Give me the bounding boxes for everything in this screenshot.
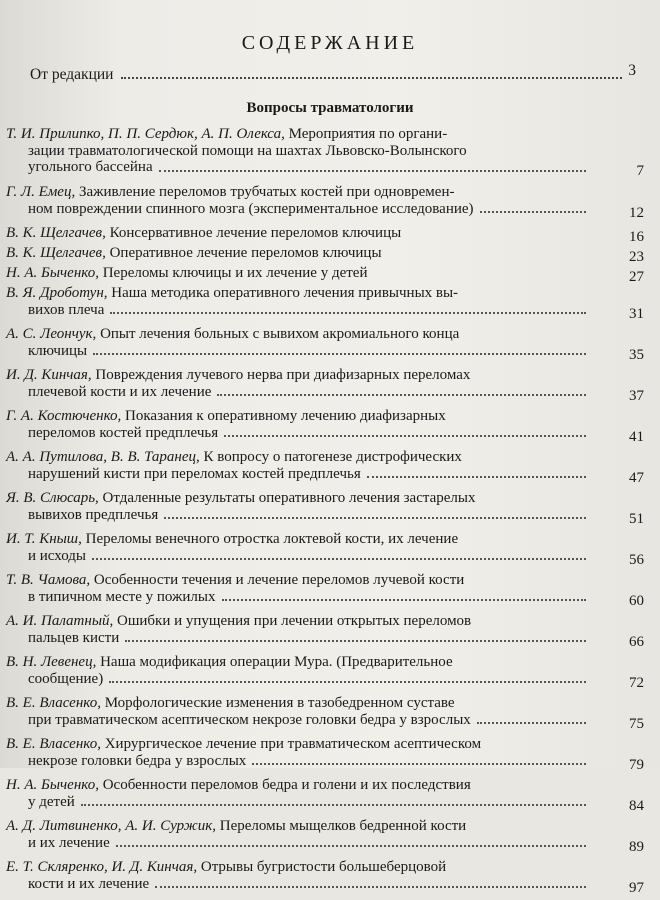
toc-entry-title-line1: Отдаленные результаты оперативного лечения застарелых <box>98 490 476 506</box>
toc-entry-author: В. К. Щелгачев, <box>6 245 106 261</box>
toc-entry-page: 60 <box>629 592 644 609</box>
toc-entry-page: 84 <box>629 797 644 814</box>
toc-entry-text <box>6 367 590 400</box>
dot-leader <box>93 343 586 356</box>
toc-entry-title-line2: и исходы <box>28 547 86 564</box>
dot-leader <box>222 589 587 602</box>
toc-entry-title-line1: Отрывы бугристости большеберцовой <box>197 859 447 875</box>
toc-entry-title-line1: Наша модификация операции Мура. (Предварительное <box>96 654 453 670</box>
toc-entry <box>0 367 660 408</box>
toc-entry-title-line2: при травматическом асептическом некрозе головки бедра у взрослых <box>28 711 471 728</box>
toc-entry-page: 12 <box>629 204 644 221</box>
toc-intro-page: 3 <box>628 62 636 79</box>
toc-entry-author: В. Е. Власенко, <box>6 695 101 711</box>
toc-entry-text <box>6 531 590 564</box>
toc-entry-title-line1: Мероприятия по органи- <box>284 126 448 142</box>
dot-leader <box>252 753 586 766</box>
dot-leader <box>116 835 586 848</box>
toc-entry-author: Г. А. Костюченко, <box>6 408 122 424</box>
toc-entry <box>0 326 660 367</box>
toc-entry-text <box>6 326 590 359</box>
toc-entry-title-line2: в типичном месте у пожилых <box>28 588 216 605</box>
toc-entry-author: Т. И. Прилипко, П. П. Сердюк, А. П. Олекса, <box>6 126 285 142</box>
dot-leader <box>109 671 586 684</box>
toc-entry-title-line1: К вопросу о патогенезе дистрофических <box>199 449 462 465</box>
toc-entry-title-line1: Хирургическое лечение при травматическом асептическом <box>100 736 482 752</box>
toc-entry-text <box>6 126 590 176</box>
toc-entry-page: 89 <box>629 838 644 855</box>
toc-entry-text <box>6 736 590 769</box>
toc-entry-page: 72 <box>629 674 644 691</box>
toc-entry-text <box>6 777 590 810</box>
toc-entry-page: 56 <box>629 551 644 568</box>
dot-leader <box>121 66 622 79</box>
toc-entry-text <box>6 695 590 728</box>
dot-leader <box>125 630 586 643</box>
toc-entry-title-line1: Показания к оперативному лечению диафизарных <box>121 408 446 424</box>
toc-entry-title-line1: Особенности переломов бедра и голени и их последствия <box>98 777 471 793</box>
toc-entry-title-line2: ключицы <box>28 342 88 359</box>
toc-entry-author: А. С. Леончук, <box>6 326 97 342</box>
toc-entry-text <box>6 245 590 262</box>
toc-entry <box>0 531 660 572</box>
toc-entry-title-line1: Заживление переломов трубчатых костей при одновремен- <box>75 184 455 200</box>
toc-entries <box>0 126 660 900</box>
toc-entry-author: Н. А. Быченко, <box>6 777 99 793</box>
toc-entry-title-line2: переломов костей предплечья <box>28 424 219 441</box>
toc-entry-page: 7 <box>636 163 644 179</box>
toc-entry-title-line2: нарушений кисти при переломах костей предплечья <box>28 465 361 482</box>
toc-entry <box>0 408 660 449</box>
dot-leader <box>110 302 586 315</box>
dot-leader <box>81 794 586 807</box>
toc-entry <box>0 654 660 695</box>
toc-entry-title-line1: Ошибки и упущения при лечении открытых переломов <box>113 613 472 629</box>
toc-entry-page: 51 <box>629 510 644 527</box>
toc-entry-page: 16 <box>629 229 644 245</box>
dot-leader <box>477 712 586 725</box>
toc-entry-page: 23 <box>629 249 644 265</box>
toc-entry-text <box>6 408 590 441</box>
toc-entry-title-line1: Повреждения лучевого нерва при диафизарных переломах <box>91 367 471 383</box>
toc-entry-title-line1: Переломы венечного отростка локтевой кости, их лечение <box>81 531 459 547</box>
toc-entry-author: В. Я. Дроботун, <box>6 285 108 301</box>
toc-entry-author: Я. В. Слюсарь, <box>6 490 99 506</box>
dot-leader <box>92 548 586 561</box>
toc-entry-title-line1: Переломы мыщелков бедренной кости <box>216 818 467 834</box>
toc-entry-title-line1: Переломы ключицы и их лечение у детей <box>98 265 368 281</box>
toc-entry-author: Е. Т. Скляренко, И. Д. Кинчая, <box>6 859 198 875</box>
dot-leader <box>164 507 586 520</box>
toc-entry-title-line2: пальцев кисти <box>28 629 120 646</box>
page-title: СОДЕРЖАНИЕ <box>241 32 419 54</box>
toc-entry <box>0 777 660 818</box>
toc-entry-page: 41 <box>629 428 644 445</box>
toc-entry-title-line1: Оперативное лечение переломов ключицы <box>105 245 382 261</box>
toc-entry <box>0 265 660 285</box>
toc-entry-author: А. А. Путилова, В. В. Таранец, <box>6 449 200 465</box>
toc-entry-page: 27 <box>629 269 644 285</box>
toc-entry <box>0 613 660 654</box>
toc-entry-title-line2: у детей <box>28 793 75 810</box>
toc-entry-text <box>6 654 590 687</box>
section-heading: Вопросы травматологии <box>246 100 414 116</box>
toc-entry-page: 47 <box>629 469 644 486</box>
toc-entry-title-line1: Морфологические изменения в тазобедренном суставе <box>100 695 455 711</box>
dot-leader <box>224 425 586 438</box>
toc-entry-title-line2: ном повреждении спинного мозга (экспериментальное исследование) <box>28 200 474 217</box>
toc-entry-page: 31 <box>629 305 644 322</box>
toc-entry-text <box>6 184 590 217</box>
toc-entry <box>0 225 660 245</box>
dot-leader <box>480 201 586 214</box>
toc-entry-page: 35 <box>629 346 644 363</box>
toc-entry-author: И. Д. Кинчая, <box>6 367 92 383</box>
toc-entry-title-line2: некрозе головки бедра у взрослых <box>28 752 247 769</box>
toc-entry-title-line2: плечевой кости и их лечение <box>28 383 212 400</box>
toc-entry-author: В. К. Щелгачев, <box>6 225 106 241</box>
toc-entry-title-line2: вихов плеча <box>28 301 105 318</box>
toc-entry-title-line3: угольного бассейна <box>28 159 153 175</box>
toc-entry-text <box>6 572 590 605</box>
toc-entry-author: Т. В. Чамова, <box>6 572 91 588</box>
toc-entry-title-line1: Наша методика оперативного лечения привычных вы- <box>107 285 459 301</box>
toc-entry-title-line2: вывихов предплечья <box>28 506 159 523</box>
toc-entry <box>0 736 660 777</box>
toc-entry <box>0 184 660 225</box>
toc-entry-page: 37 <box>629 387 644 404</box>
toc-entry <box>0 285 660 326</box>
toc-entry-author: Н. А. Быченко, <box>6 265 99 281</box>
toc-entry-title-line1: Особенности течения и лечение переломов лучевой кости <box>90 572 465 588</box>
toc-entry-title-line2: зации травматологической помощи на шахтах Львовско-Волынского <box>28 142 467 159</box>
toc-entry-page: 79 <box>629 756 644 773</box>
toc-entry <box>0 126 660 184</box>
toc-entry-text <box>6 613 590 646</box>
toc-entry-text <box>6 449 590 482</box>
toc-entry <box>0 695 660 736</box>
toc-entry-text <box>6 285 590 318</box>
toc-entry-author: В. Е. Власенко, <box>6 736 101 752</box>
toc-entry-title-line1: Опыт лечения больных с вывихом акромиального конца <box>96 326 460 342</box>
toc-intro-row <box>30 62 636 84</box>
toc-entry-author: И. Т. Кныш, <box>6 531 82 547</box>
toc-entry-title-line2: и их лечение <box>28 834 110 851</box>
toc-entry-text <box>6 265 590 282</box>
toc-intro-label: От редакции <box>30 66 114 83</box>
toc-entry-page: 75 <box>629 715 644 732</box>
toc-entry-author: Г. Л. Емец, <box>6 184 76 200</box>
toc-entry-page: 97 <box>629 879 644 896</box>
toc-entry <box>0 818 660 859</box>
toc-entry-title-line2: кости и их лечение <box>28 875 150 892</box>
toc-entry-title-line1: Консервативное лечение переломов ключицы <box>105 225 402 241</box>
toc-entry <box>0 490 660 531</box>
toc-entry-author: А. Д. Литвиненко, А. И. Суржик, <box>6 818 216 834</box>
toc-entry <box>0 859 660 900</box>
toc-entry-text <box>6 859 590 892</box>
dot-leader <box>159 159 586 172</box>
toc-entry <box>0 572 660 613</box>
toc-entry <box>0 245 660 265</box>
dot-leader <box>217 384 586 397</box>
toc-entry-author: А. И. Палатный, <box>6 613 114 629</box>
toc-entry-author: В. Н. Левенец, <box>6 654 97 670</box>
toc-entry-text <box>6 225 590 242</box>
toc-entry <box>0 449 660 490</box>
toc-entry-title-line2: сообщение) <box>28 670 104 687</box>
toc-entry-text <box>6 818 590 851</box>
toc-entry-text <box>6 490 590 523</box>
dot-leader <box>155 876 586 889</box>
toc-entry-page: 66 <box>629 633 644 650</box>
dot-leader <box>367 466 586 479</box>
